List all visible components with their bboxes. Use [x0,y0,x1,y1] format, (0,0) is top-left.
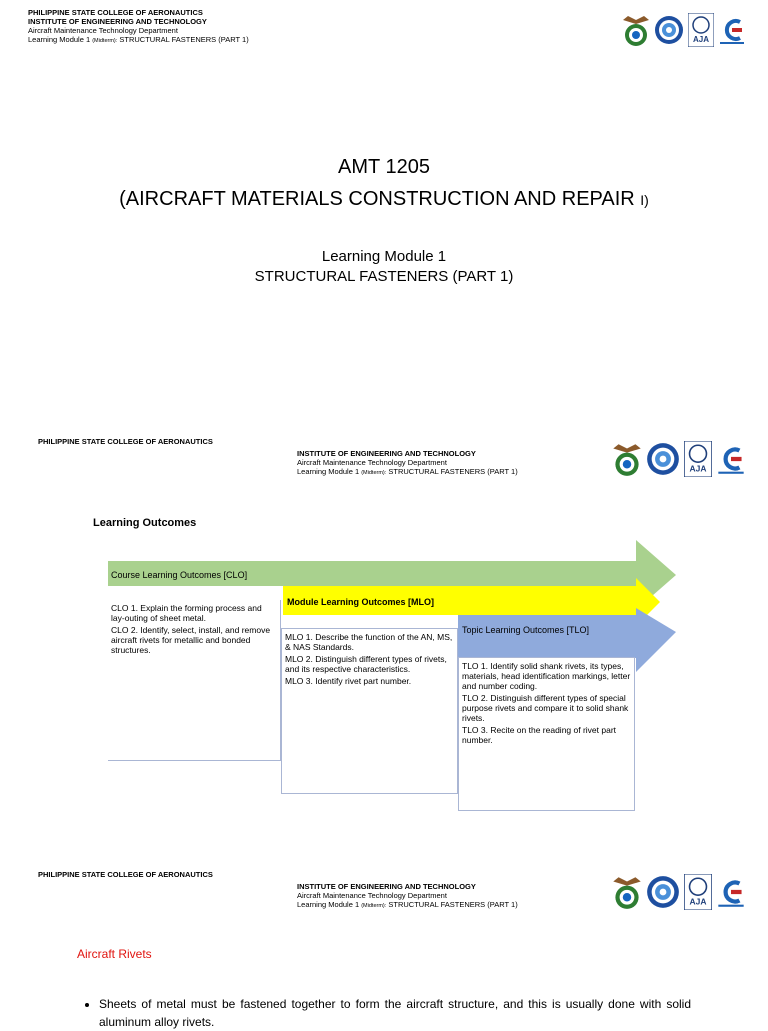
header-logos [622,12,746,48]
header-institute: INSTITUTE OF ENGINEERING AND TECHNOLOGY [297,882,476,891]
tlo-item-1: TLO 1. Identify solid shank rivets, its types, materials, head identification markings, letter and number coding. [462,661,631,691]
eagle-seal-icon [622,12,650,48]
header-module: Learning Module 1 (Midterm): STRUCTURAL FASTENERS (PART 1) [28,35,249,44]
mlo-item-3: MLO 3. Identify rivet part number. [285,676,412,686]
clo-label: Course Learning Outcomes [CLO] [111,570,248,580]
header-college: PHILIPPINE STATE COLLEGE OF AERONAUTICS [28,8,203,17]
header-institute: INSTITUTE OF ENGINEERING AND TECHNOLOGY [297,449,476,458]
header-logos [612,440,746,478]
svg-text:AJA: AJA [689,896,707,907]
tlo-item-2: TLO 2. Distinguish different types of special purpose rivets and compare it to solid shank rivets. [462,693,629,723]
gear-seal-icon [646,875,680,909]
eagle-seal-icon [612,440,642,478]
header-department: Aircraft Maintenance Technology Department [297,891,447,900]
list-item: • Sheets of metal must be fastened together to form the aircraft structure, and this is usually done with solid aluminum alloy rivets. [99,995,691,1031]
aja-certification-icon [684,441,712,477]
header-module: Learning Module 1 (Midterm): STRUCTURAL FASTENERS (PART 1) [297,467,518,476]
module-title: STRUCTURAL FASTENERS (PART 1) [254,268,514,285]
header-college: PHILIPPINE STATE COLLEGE OF AERONAUTICS [38,437,213,446]
course-code: AMT 1205 [338,156,430,178]
aja-certification-icon [684,874,712,910]
mlo-label: Module Learning Outcomes [MLO] [287,597,435,607]
module-label: Learning Module 1 [321,248,447,265]
mlo-item-1: MLO 1. Describe the function of the AN, MS, & NAS Standards. [285,632,453,652]
header-logos [612,873,746,911]
gear-seal-icon [654,15,684,45]
bullet-list [77,995,691,1031]
eagle-seal-icon [612,873,642,911]
header-department: Aircraft Maintenance Technology Department [28,26,178,35]
clo-item-2: CLO 2. Identify, select, install, and remove aircraft rivets for metallic and bonded structures. [111,625,271,655]
header-institute: INSTITUTE OF ENGINEERING AND TECHNOLOGY [28,17,207,26]
ias-anz-certification-icon [718,12,746,48]
learning-outcomes-heading: Learning Outcomes [93,517,197,529]
header-department: Aircraft Maintenance Technology Department [297,458,447,467]
aja-certification-icon [688,13,714,47]
header-module: Learning Module 1 (Midterm): STRUCTURAL FASTENERS (PART 1) [297,900,518,909]
header-college: PHILIPPINE STATE COLLEGE OF AERONAUTICS [38,870,213,879]
mlo-item-2: MLO 2. Distinguish different types of rivets, and its respective characteristics. [285,654,447,674]
mlo-box [281,628,458,794]
tlo-label: Topic Learning Outcomes [TLO] [462,625,590,635]
ias-anz-certification-icon [716,440,746,478]
tlo-box [458,657,635,811]
clo-item-1: CLO 1. Explain the forming process and lay-outing of sheet metal. [111,603,262,623]
tlo-item-3: TLO 3. Recite on the reading of rivet part number. [462,725,617,745]
svg-text:AJA: AJA [692,35,710,44]
svg-text:AJA: AJA [689,463,707,474]
course-title: (AIRCRAFT MATERIALS CONSTRUCTION AND REPAIR I) [119,188,649,210]
ias-anz-certification-icon [716,873,746,911]
clo-box [108,600,281,761]
gear-seal-icon [646,442,680,476]
section-title: Aircraft Rivets [77,947,152,961]
